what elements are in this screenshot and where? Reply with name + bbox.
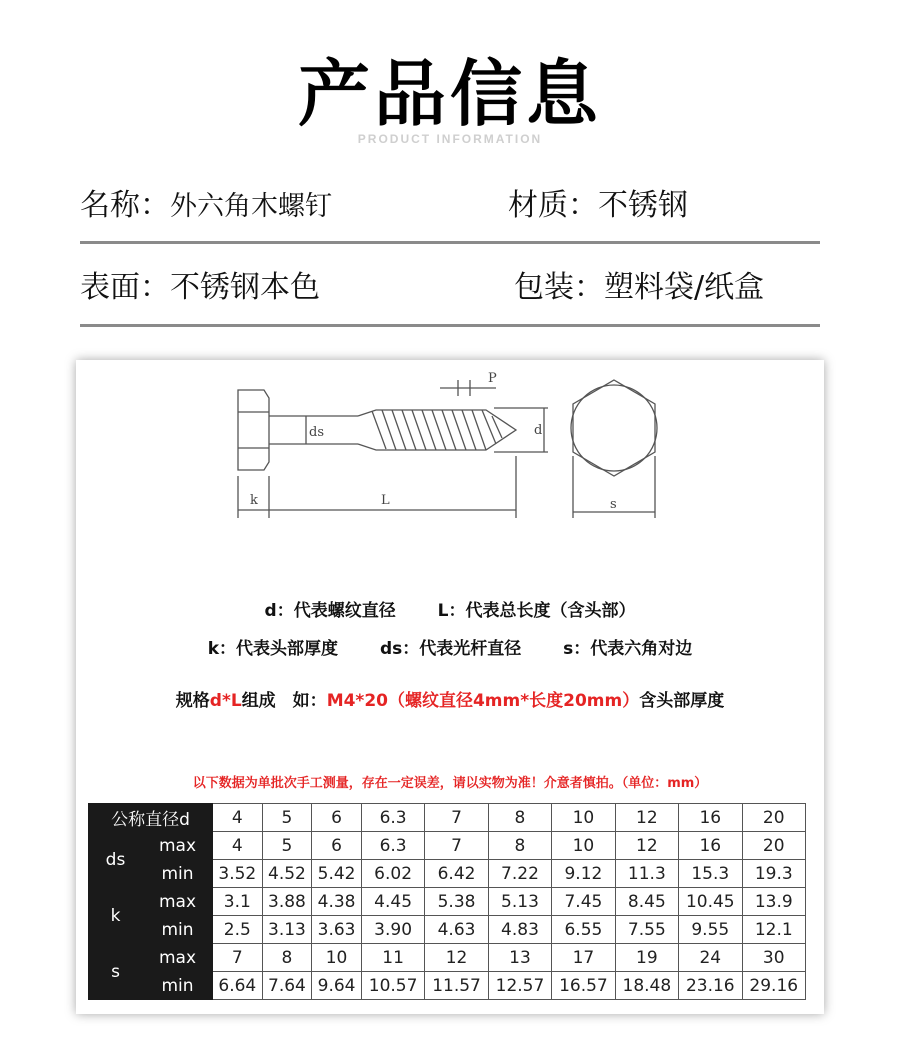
size-cell: 5 — [262, 804, 312, 832]
value-cell: 24 — [679, 944, 742, 972]
value-cell: 7.45 — [552, 888, 615, 916]
value-cell: 12.57 — [488, 972, 551, 1000]
value-cell: 3.1 — [213, 888, 263, 916]
value-cell: 13.9 — [742, 888, 806, 916]
value-cell: 7 — [213, 944, 263, 972]
group-label: s — [89, 944, 143, 1000]
value-cell: 4.52 — [262, 860, 312, 888]
value-cell: 12.1 — [742, 916, 806, 944]
spec-example: M4*20（螺纹直径4mm*长度20mm） — [326, 691, 640, 711]
info-row-1 — [80, 186, 820, 266]
legend-d: d：代表螺纹直径 — [264, 601, 396, 621]
value-cell: 18.48 — [615, 972, 678, 1000]
value-cell: 6 — [312, 832, 362, 860]
value-cell: 9.12 — [552, 860, 615, 888]
value-cell: 8 — [488, 832, 551, 860]
product-package — [514, 268, 764, 308]
row-label: max — [143, 832, 213, 860]
value-cell: 8 — [262, 944, 312, 972]
spec-mid: 组成 如： — [241, 691, 327, 711]
hex-outline — [573, 380, 655, 476]
label-L: L — [381, 493, 390, 508]
legend-L: L：代表总长度（含头部） — [437, 601, 636, 621]
value-cell: 11.57 — [425, 972, 488, 1000]
size-cell: 20 — [742, 804, 806, 832]
value-cell: 7 — [425, 832, 488, 860]
value-cell: 4.38 — [312, 888, 362, 916]
value-cell: 11.3 — [615, 860, 678, 888]
info-row-2 — [80, 268, 820, 348]
size-cell: 8 — [488, 804, 551, 832]
group-label: k — [89, 888, 143, 944]
name-value: 外六角木螺钉 — [170, 191, 332, 222]
legend-row-2 — [76, 634, 824, 659]
package-value: 塑料袋/纸盒 — [604, 270, 765, 305]
value-cell: 30 — [742, 944, 806, 972]
value-cell: 3.90 — [361, 916, 424, 944]
value-cell: 15.3 — [679, 860, 742, 888]
value-cell: 5.38 — [425, 888, 488, 916]
value-cell: 29.16 — [742, 972, 806, 1000]
value-cell: 4.63 — [425, 916, 488, 944]
table-row — [89, 860, 806, 888]
table-row — [89, 888, 806, 916]
name-label: 名称： — [80, 188, 170, 223]
row-label: max — [143, 888, 213, 916]
value-cell: 10 — [552, 832, 615, 860]
value-cell: 9.55 — [679, 916, 742, 944]
package-label: 包装： — [514, 270, 604, 305]
value-cell: 7.22 — [488, 860, 551, 888]
value-cell: 16 — [679, 832, 742, 860]
divider-1 — [80, 241, 820, 244]
table-row — [89, 972, 806, 1000]
divider-2 — [80, 324, 820, 327]
value-cell: 4.83 — [488, 916, 551, 944]
value-cell: 5 — [262, 832, 312, 860]
value-cell: 23.16 — [679, 972, 742, 1000]
page-subtitle: PRODUCT INFORMATION — [357, 132, 543, 146]
value-cell: 3.13 — [262, 916, 312, 944]
size-cell: 7 — [425, 804, 488, 832]
value-cell: 3.52 — [213, 860, 263, 888]
value-cell: 5.42 — [312, 860, 362, 888]
value-cell: 2.5 — [213, 916, 263, 944]
spec-format: d*L — [209, 691, 242, 711]
row-label: min — [143, 916, 213, 944]
value-cell: 3.88 — [262, 888, 312, 916]
surface-label: 表面： — [80, 270, 170, 305]
value-cell: 7.55 — [615, 916, 678, 944]
legend-s: s：代表六角对边 — [563, 639, 693, 659]
material-value: 不锈钢 — [598, 188, 688, 223]
material-label: 材质： — [508, 188, 598, 223]
spec-format-line — [76, 686, 824, 711]
value-cell: 19.3 — [742, 860, 806, 888]
value-cell: 10.45 — [679, 888, 742, 916]
surface-value: 不锈钢本色 — [170, 270, 320, 305]
row-label: min — [143, 860, 213, 888]
legend-k: k：代表头部厚度 — [207, 639, 339, 659]
measurement-note: 以下数据为单批次手工测量，存在一定误差，请以实物为准！介意者慎拍。（单位：mm） — [192, 776, 708, 791]
value-cell: 11 — [361, 944, 424, 972]
page-header — [0, 52, 900, 146]
value-cell: 19 — [615, 944, 678, 972]
table-row — [89, 944, 806, 972]
screw-drawing — [76, 360, 824, 540]
label-s: s — [610, 497, 617, 512]
value-cell: 6.55 — [552, 916, 615, 944]
value-cell: 4.45 — [361, 888, 424, 916]
value-cell: 6.02 — [361, 860, 424, 888]
label-d: d — [534, 423, 543, 438]
size-cell: 16 — [679, 804, 742, 832]
size-cell: 6 — [312, 804, 362, 832]
table-row — [89, 916, 806, 944]
size-cell: 12 — [615, 804, 678, 832]
label-ds: ds — [309, 425, 324, 440]
table-row — [89, 832, 806, 860]
value-cell: 5.13 — [488, 888, 551, 916]
size-cell: 4 — [213, 804, 263, 832]
row-label: min — [143, 972, 213, 1000]
label-k: k — [250, 493, 258, 508]
product-material — [508, 186, 688, 226]
screw-head — [238, 390, 269, 470]
table-header-label: 公称直径d — [89, 804, 213, 832]
value-cell: 8.45 — [615, 888, 678, 916]
group-label: ds — [89, 832, 143, 888]
value-cell: 4 — [213, 832, 263, 860]
value-cell: 12 — [425, 944, 488, 972]
table-header-row — [89, 804, 806, 832]
value-cell: 9.64 — [312, 972, 362, 1000]
value-cell: 6.3 — [361, 832, 424, 860]
product-name — [80, 186, 332, 227]
value-cell: 10.57 — [361, 972, 424, 1000]
value-cell: 17 — [552, 944, 615, 972]
spec-suffix: 含头部厚度 — [639, 691, 725, 711]
value-cell: 13 — [488, 944, 551, 972]
label-P: P — [488, 371, 497, 386]
value-cell: 16.57 — [552, 972, 615, 1000]
value-cell: 6.42 — [425, 860, 488, 888]
spec-prefix: 规格 — [175, 691, 210, 711]
screw-side-view — [238, 380, 548, 518]
legend-ds: ds：代表光杆直径 — [379, 639, 522, 659]
spec-table — [88, 803, 806, 1000]
value-cell: 6.64 — [213, 972, 263, 1000]
size-cell: 6.3 — [361, 804, 424, 832]
value-cell: 12 — [615, 832, 678, 860]
spec-card — [76, 360, 824, 1014]
value-cell: 20 — [742, 832, 806, 860]
thread-lines — [372, 410, 502, 450]
legend-row-1 — [76, 596, 824, 621]
product-surface — [80, 268, 320, 308]
value-cell: 7.64 — [262, 972, 312, 1000]
size-cell: 10 — [552, 804, 615, 832]
row-label: max — [143, 944, 213, 972]
page-title: 产品信息 — [297, 52, 602, 136]
value-cell: 3.63 — [312, 916, 362, 944]
value-cell: 10 — [312, 944, 362, 972]
